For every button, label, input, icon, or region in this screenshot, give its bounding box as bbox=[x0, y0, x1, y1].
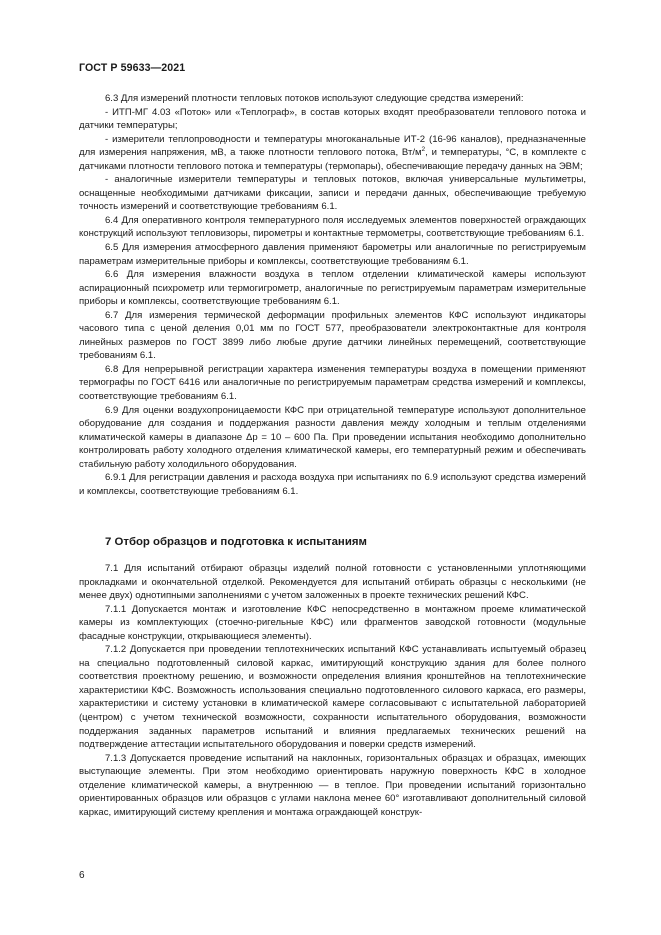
paragraph-7-1: 7.1 Для испытаний отбирают образцы изделий полной готовности с установленными уплотняющими прокладками и окончательной отделкой. Рекомендуется для испытаний отбирать образцы с несколькими (не менее двух) однотипными заполнениями с учетом заложенных в проекте технических решений КФС. bbox=[79, 563, 586, 602]
paragraph-6-7: 6.7 Для измерения термической деформации профильных элементов КФС используют индикаторы часового типа с ценой деления 0,01 мм по ГОСТ 577, преобразователи электроконтактные для контроля линейных размеров по ГОСТ 3899 либо любые другие датчики линейных перемещений, соответствующие требованиям 6.1. bbox=[79, 309, 586, 362]
section-7-title: 7 Отбор образцов и подготовка к испытаниям bbox=[105, 536, 367, 548]
paragraph-6-3-item-a: - ИТП-МГ 4.03 «Поток» или «Теплограф», в состав которых входят преобразователи теплового потока и датчики температуры; bbox=[79, 106, 586, 132]
paragraph-6-3-item-b-part1: - измерители теплопроводности и температуры многоканальные ИТ-2 (16-96 каналов), предназначенные для измерения напряжения, мВ, а также плотности теплового потока, bbox=[79, 133, 586, 159]
document-header-id: ГОСТ Р 59633—2021 bbox=[79, 62, 186, 74]
paragraph-6-9-1: 6.9.1 Для регистрации давления и расхода воздуха при испытаниях по 6.9 используют средства измерений и комплексы, соответствующие требованиям 6.1. bbox=[79, 472, 586, 497]
page-number: 6 bbox=[79, 870, 85, 881]
paragraph-6-9: 6.9 Для оценки воздухопроницаемости КФС при отрицательной температуре используют дополнительное оборудование для создания и поддержания разности давления между холодным и теплым отделениями климатической камеры в диапазоне Δp = 10 – 600 Па. При проведении испытания необходимо дополнительно контролировать работу холодного отделения климатической камеры, его температурный режим и обеспечивать стабильную работу холодильного оборудования. bbox=[79, 404, 586, 470]
paragraph-6-8: 6.8 Для непрерывной регистрации характера изменения температуры воздуха в помещении применяют термографы по ГОСТ 6416 или аналогичные по регистрируемым параметрам средства измерений и комплексы, соответствующие требованиям 6.1. bbox=[79, 363, 586, 403]
paragraph-6-5: 6.5 Для измерения атмосферного давления применяют барометры или аналогичные по регистрируемым параметрам измерительные приборы и комплексы, соответствующие требованиям 6.1. bbox=[79, 242, 586, 267]
paragraph-6-4: 6.4 Для оперативного контроля температурного поля исследуемых элементов поверхностей ограждающих конструкций используют тепловизоры, пирометры и контактные термометры, соответствующие требованиям 6.1. bbox=[79, 214, 586, 240]
section-6-text bbox=[79, 92, 586, 498]
paragraph-6-3-item-b bbox=[79, 133, 586, 174]
paragraph-6-6: 6.6 Для измерения влажности воздуха в теплом отделении климатической камеры используют аспирационный психрометр или термогигрометр, аналогичные по регистрируемым параметрам измерительные приборы и комплексы, соответствующие требованиям 6.1. bbox=[79, 269, 586, 308]
paragraph-6-3-item-c: - аналогичные измерители температуры и тепловых потоков, включая универсальные мультиметры, оснащенные необходимыми датчиками фиксации, записи и передачи данных, обеспечивающие требуемую точность измерений и соответствующие требованиям 6.1. bbox=[79, 174, 586, 213]
paragraph-6-3: 6.3 Для измерений плотности тепловых потоков используют следующие средства измерений: bbox=[105, 93, 524, 104]
section-7-text bbox=[79, 562, 586, 819]
paragraph-7-1-1: 7.1.1 Допускается монтаж и изготовление КФС непосредственно в монтажном проеме климатической камеры из комплектующих (стоечно-ригельные КФС) или фрагментов заводской готовности (модульные фасадные конструкции, открывающиеся элементы). bbox=[79, 603, 586, 642]
paragraph-7-1-2: 7.1.2 Допускается при проведении теплотехнических испытаний КФС устанавливать испытуемый образец на специально подготовленный силовой каркас, имитирующий конструкцию здания для более полного соответствия проектному решению, и возможности определения влияния кронштейнов на теплотехнические характеристики КФС. Возможность использования специально подготовленного силового каркаса, его размеры, характеристики и систему установки в климатической камере согласовывают с испытательной лабораторией (центром) с учетом технической возможности, сохранности испытательного оборудования, возможности поддержания заданных параметров испытаний и влияния предлагаемых технических решений на подтверждение аттестации испытательного оборудования и поверки средств измерений. bbox=[79, 644, 586, 751]
paragraph-7-1-3: 7.1.3 Допускается проведение испытаний на наклонных, горизонтальных образцах и образцах, имеющих выступающие элементы. При этом необходимо ориентировать наружную поверхность КФС в холодное отделение климатической камеры, а внутреннюю — в теплое. При проведении испытаний горизонтально ориентированных образцов или образцов с углами наклона менее 60° изготавливают дополнительный силовой каркас, имитирующий систему крепления и монтажа ограждающей конструк- bbox=[79, 752, 586, 818]
paragraph-6-3-item-b-part2: , и температуры, °С, в комплекте с датчиками плотности теплового потока и температуры (термопары), обеспечивающие передачу данных на ЭВМ; bbox=[79, 147, 586, 172]
unit-w-per-m2: $Вт/м^2$ bbox=[401, 146, 426, 159]
